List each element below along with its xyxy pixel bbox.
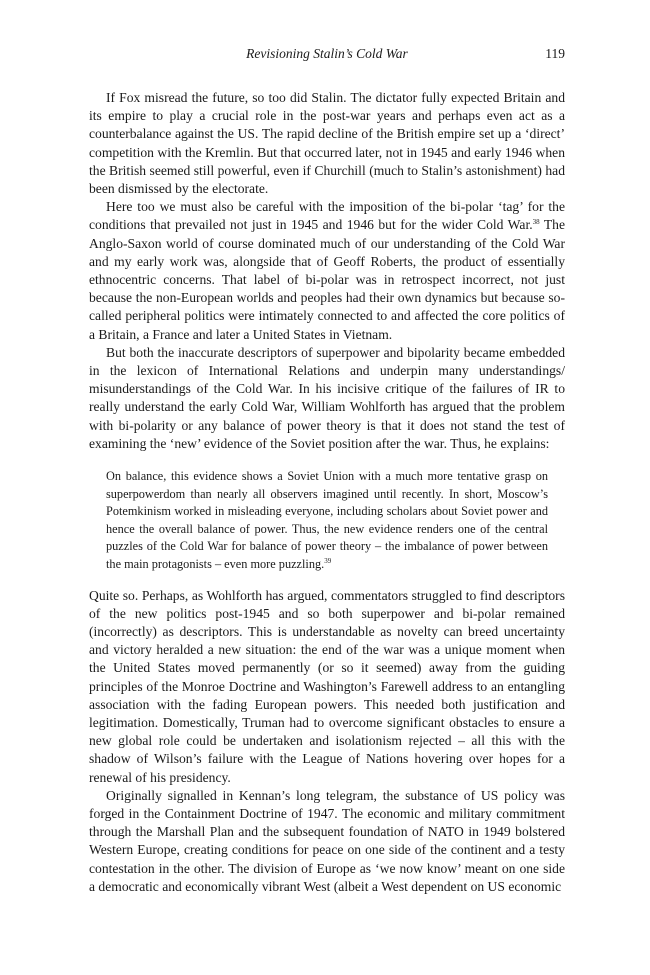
paragraph-2-tail: The Anglo-Saxon world of course dominated much of our understanding of the Cold War and my early work was, alongside that of Geoff Roberts, the product of essentially ethnocentric concerns. That label of bi-polar was in retrospect incorrect, not just because the non-European worlds and peoples had their own dynamics but because so-called peripheral politics were intimately connected to and affected the core politics of a Britain, a France and later a United States in Vietnam.	[89, 217, 565, 342]
footnote-ref-38: 38	[532, 218, 540, 227]
paragraph-2	[89, 198, 565, 344]
block-quote	[106, 468, 548, 574]
running-head	[89, 46, 565, 66]
body-text	[89, 89, 565, 896]
paragraph-3: But both the inaccurate descriptors of superpower and bipolarity became embedded in the lexicon of International Relations and underpin many understandings/ misunderstandings of the Cold War. In his incisive critique of the failures of IR to really understand the early Cold War, William Wohlforth has argued that the problem with bi-polarity or any balance of power theory is that it does not stand the test of examining the ‘new’ evidence of the Soviet position after the war. Thus, he explains:	[89, 344, 565, 451]
paragraph-5: Originally signalled in Kennan’s long telegram, the substance of US policy was forged in the Containment Doctrine of 1947. The economic and military commitment through the Marshall Plan and the subsequent foundation of NATO in 1949 bolstered Western Europe, creating conditions for peace on one side of the continent and a testy contestation in the other. The division of Europe as ‘we now know’ meant on one side a democratic and economically vibrant West (albeit a West dependent on US economic	[89, 787, 565, 894]
paragraph-1: If Fox misread the future, so too did Stalin. The dictator fully expected Britain and its empire to play a crucial role in the post-war years and perhaps even act as a counterbalance against the US. The rapid decline of the British empire set up a ‘direct’ competition with the Kremlin. But that occurred later, not in 1945 and early 1946 when the British seemed still powerful, even if Churchill (much to Stalin’s astonishment) had been dismissed by the electorate.	[89, 90, 565, 197]
footnote-ref-39: 39	[324, 557, 332, 566]
block-quote-text: On balance, this evidence shows a Soviet Union with a much more tentative grasp on superpowerdom than nearly all observers imagined until recently. In short, Moscow’s Potemkinism worked in misleading everyone, including scholars about Soviet power and hence the overall balance of power. Thus, the new evidence renders one of the central puzzles of the Cold War for balance of power theory – the imbalance of power between the main protagonists – even more puzzling.	[106, 469, 548, 572]
paragraph-2-text: Here too we must also be careful with the imposition of the bi-polar ‘tag’ for the conditions that prevailed not just in 1945 and 1946 but for the wider Cold War.	[89, 199, 565, 233]
paragraph-4: Quite so. Perhaps, as Wohlforth has argued, commentators struggled to find descriptors of the new politics post-1945 and so both superpower and bi-polar remained (incorrectly) as descriptors. This is understandable as novelty can breed uncertainty and victory heralded a new situation: the end of the war was a unique moment when the United States moved permanently (or so it seemed) away from the guiding principles of the Monroe Doctrine and Washington’s Farewell address to an entangling association with the fading European powers. This needed both justification and legitimation. Domestically, Truman had to overcome significant obstacles to ensure a new global role could be undertaken and isolationism rejected – all this with the shadow of Wilson’s failure with the League of Nations hovering over hopes for a renewal of his presidency.	[89, 587, 565, 785]
running-title: Revisioning Stalin’s Cold War	[246, 46, 408, 61]
page-number: 119	[545, 46, 565, 61]
